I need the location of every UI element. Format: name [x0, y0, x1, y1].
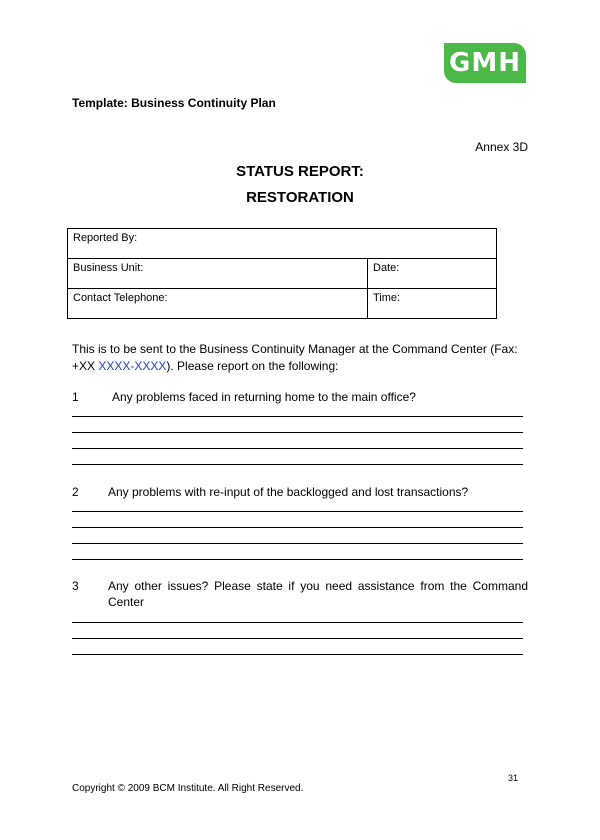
answer-line[interactable] — [72, 432, 523, 433]
date-label: Date: — [373, 262, 400, 274]
answer-line[interactable] — [72, 464, 523, 465]
question-number: 2 — [72, 485, 79, 499]
instructions-paragraph — [72, 341, 528, 375]
business-unit-field[interactable] — [68, 259, 368, 289]
answer-line[interactable] — [72, 654, 523, 655]
question-text: Any problems with re-input of the backlogged and lost transactions? — [108, 485, 469, 499]
reported-by-field[interactable] — [68, 229, 497, 259]
contact-telephone-field[interactable] — [68, 289, 368, 319]
answer-line[interactable] — [72, 638, 523, 639]
report-info-table — [67, 228, 497, 319]
annex-label: Annex 3D — [475, 140, 528, 154]
question-text: Any other issues? Please state if you need assistance from the Command Center — [108, 579, 528, 609]
report-subtitle: RESTORATION — [246, 189, 354, 206]
table-row — [68, 289, 497, 319]
question-1 — [72, 389, 528, 405]
page-number: 31 — [507, 773, 518, 783]
contact-telephone-label: Contact Telephone: — [73, 292, 168, 304]
answer-line[interactable] — [72, 559, 523, 560]
answer-line[interactable] — [72, 416, 523, 417]
answer-line[interactable] — [72, 543, 523, 544]
time-label: Time: — [373, 292, 401, 304]
question-2 — [72, 484, 528, 500]
time-field[interactable] — [368, 289, 497, 319]
gmh-logo — [444, 43, 526, 83]
table-row — [68, 229, 497, 259]
business-unit-label: Business Unit: — [73, 262, 144, 274]
fax-number: XXXX-XXXX — [98, 359, 167, 373]
table-row — [68, 259, 497, 289]
answer-line[interactable] — [72, 527, 523, 528]
logo-text: GMH — [449, 48, 521, 78]
instructions-text-before: This is to be sent to the Business Continuity Manager at the Command Center (Fax: +XX — [72, 342, 518, 373]
answer-line[interactable] — [72, 511, 523, 512]
template-title: Template: Business Continuity Plan — [72, 96, 276, 110]
answer-line[interactable] — [72, 622, 523, 623]
question-number: 3 — [72, 579, 79, 593]
instructions-text-after: ). Please report on the following: — [166, 359, 339, 373]
question-number: 1 — [72, 390, 79, 404]
question-text: Any problems faced in returning home to the main office? — [112, 390, 416, 404]
copyright-notice: Copyright © 2009 BCM Institute. All Right Reserved. — [72, 783, 304, 794]
reported-by-label: Reported By: — [73, 232, 138, 244]
answer-line[interactable] — [72, 448, 523, 449]
date-field[interactable] — [368, 259, 497, 289]
question-3 — [72, 578, 528, 610]
report-title: STATUS REPORT: — [236, 163, 364, 180]
